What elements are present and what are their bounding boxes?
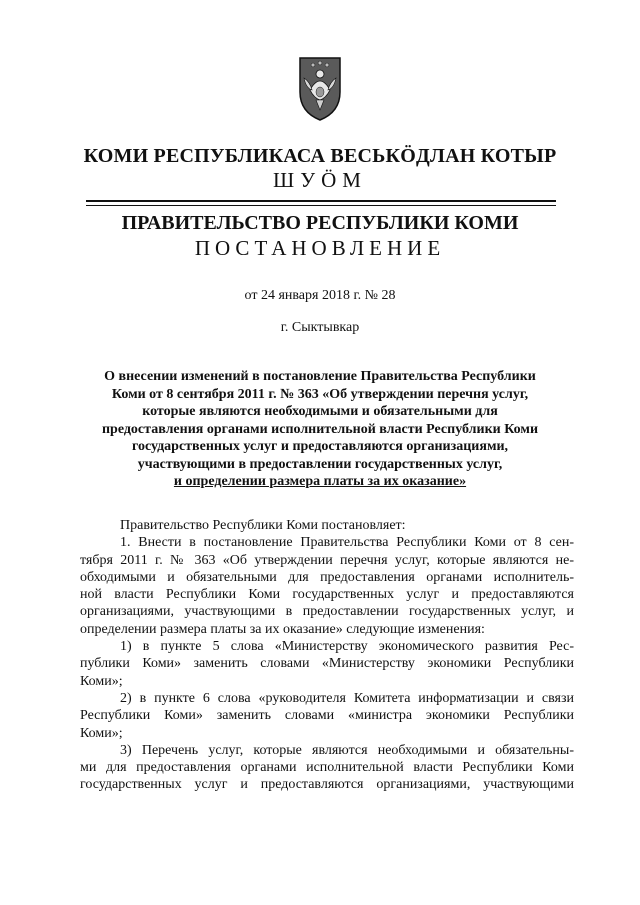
body-line: организациями, участвующими в предоставлении государственных услуг, и	[80, 604, 574, 620]
subject-line: которые являются необходимыми и обязательными для	[142, 404, 498, 419]
body-line: определении размера платы за их оказание» следующие изменения:	[80, 621, 485, 637]
coat-of-arms-emblem-icon	[296, 52, 344, 122]
subject-line: О внесении изменений в постановление Правительства Республики	[104, 369, 536, 384]
subject-line: участвующими в предоставлении государственных услуг,	[137, 456, 503, 472]
subject-line-underlined: и определении размера платы за их оказание»	[173, 474, 467, 489]
body-line: Коми»;	[80, 673, 123, 689]
body-line: 1. Внести в постановление Правительства Республики Коми от 8 сен-	[120, 535, 574, 551]
document-subject	[80, 368, 560, 491]
komi-government-title: КОМИ РЕСПУБЛИКАСА ВЕСЬКӦДЛАН КОТЫР	[83, 145, 557, 167]
government-title: ПРАВИТЕЛЬСТВО РЕСПУБЛИКИ КОМИ	[121, 212, 519, 234]
document-body	[80, 517, 574, 794]
body-line: ной власти Республики Коми государственных услуг и предоставляются	[80, 587, 574, 603]
subject-line: предоставления органами исполнительной власти Республики Коми	[101, 421, 539, 437]
header-divider-thin	[86, 205, 556, 206]
body-line: Республики Коми» заменить словами «министра экономики Республики	[80, 708, 574, 724]
body-line: 3) Перечень услуг, которые являются необходимыми и обязательны-	[120, 742, 574, 758]
body-line: Правительство Республики Коми постановляет:	[120, 518, 406, 533]
body-line: Коми»;	[80, 725, 123, 741]
body-line: публики Коми» заменить словами «Министерству экономики Республики	[80, 656, 574, 672]
document-city: г. Сыктывкар	[280, 320, 360, 335]
header-divider-thick	[86, 200, 556, 202]
subject-line: Коми от 8 сентября 2011 г. № 363 «Об утверждении перечня услуг,	[111, 386, 529, 402]
document-type: ПОСТАНОВЛЕНИЕ	[194, 236, 446, 260]
body-line: 2) в пункте 6 слова «руководителя Комитета информатизации и связи	[120, 690, 574, 706]
komi-decree-label: ШУӦМ	[273, 168, 367, 192]
body-line: тября 2011 г. № 363 «Об утверждении перечня услуг, которые являются не-	[80, 552, 574, 568]
body-line: государственных услуг и предоставляются организациями, участвующими	[80, 777, 574, 793]
document-date-number: от 24 января 2018 г. № 28	[244, 288, 396, 303]
subject-line: государственных услуг и предоставляются организациями,	[131, 439, 509, 454]
body-line: обходимыми и обязательными для предоставления органами исполнитель-	[80, 569, 574, 585]
body-line: 1) в пункте 5 слова «Министерству экономического развития Рес-	[120, 639, 574, 655]
body-line: ми для предоставления органами исполнительной власти Республики Коми	[80, 760, 574, 776]
